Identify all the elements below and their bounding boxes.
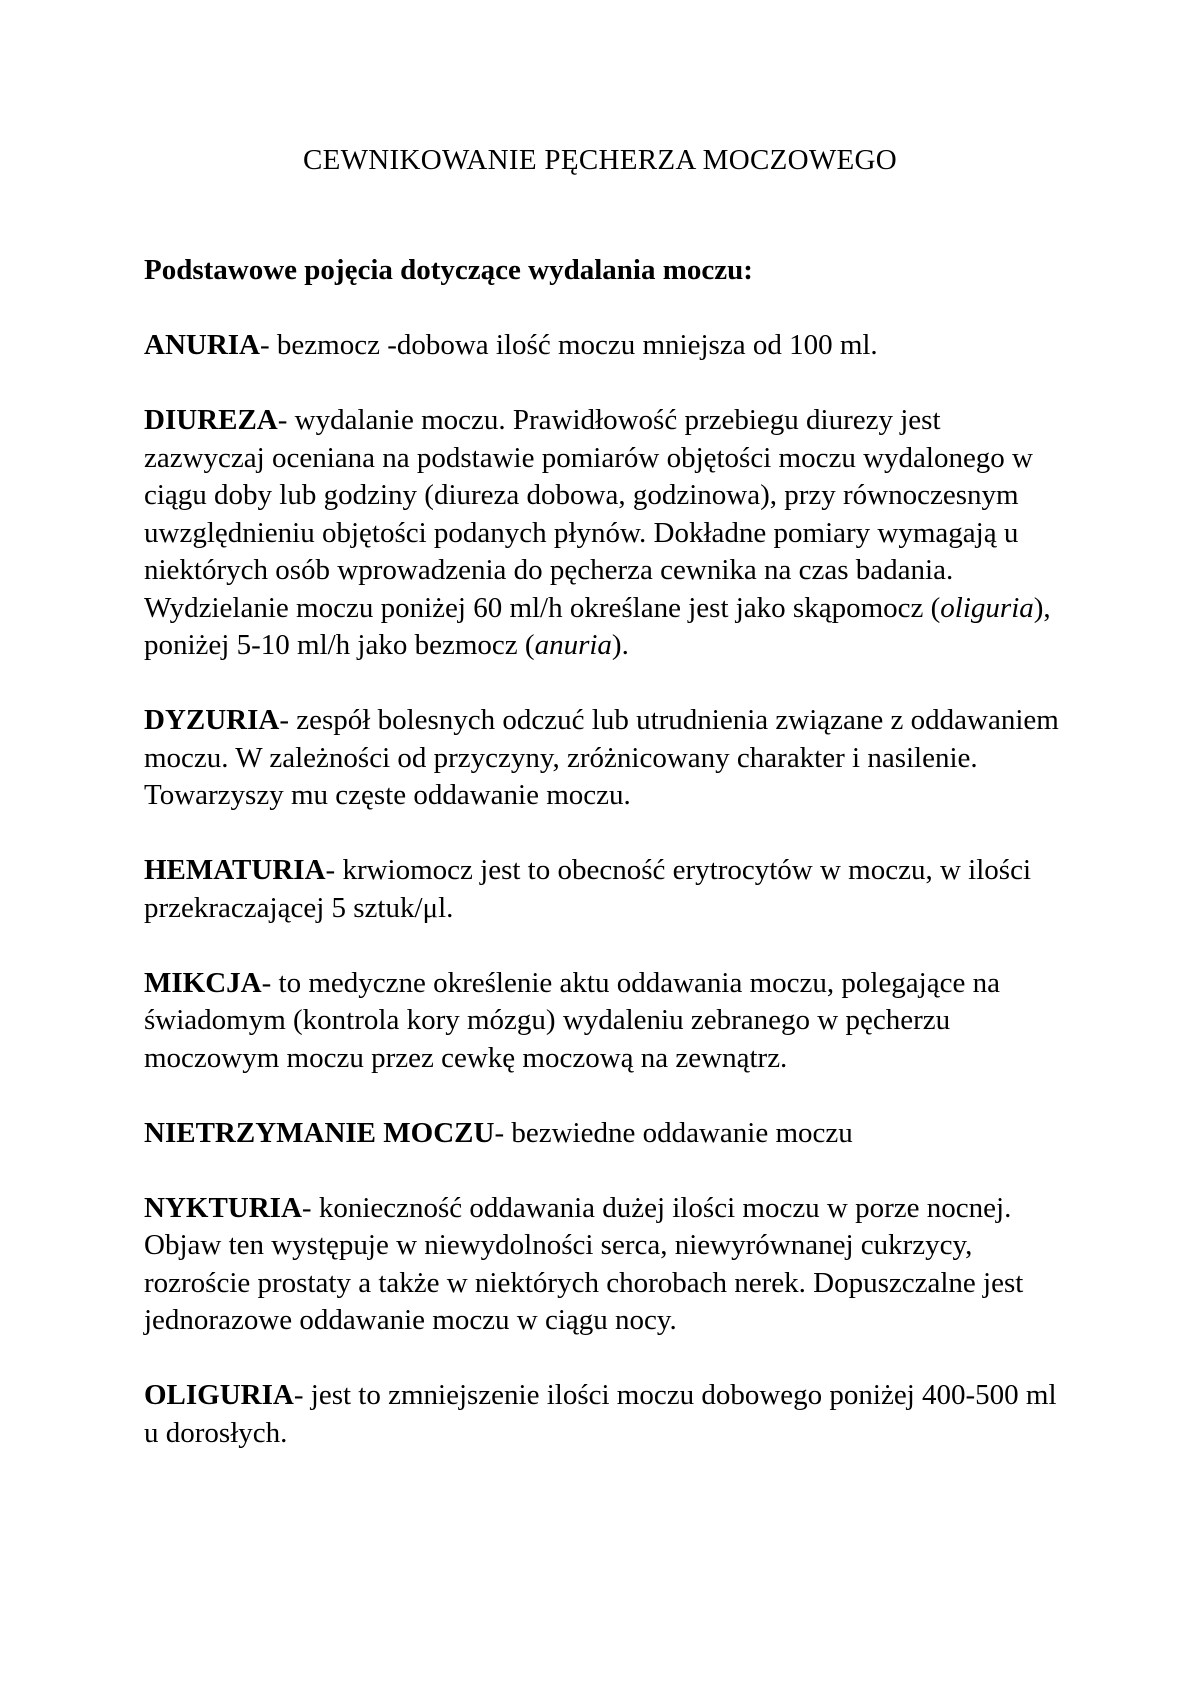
definition-diureza: [144, 402, 1064, 665]
definition-oliguria: [144, 1377, 1064, 1452]
term-oliguria: OLIGURIA: [144, 1379, 294, 1411]
definition-mikcja: [144, 965, 1064, 1078]
section-subtitle: Podstawowe pojęcia dotyczące wydalania moczu:: [144, 254, 753, 286]
definition-text: - bezmocz -dobowa ilość moczu mniejsza od 100 ml.: [260, 329, 878, 361]
definition-hematuria: [144, 852, 1064, 927]
term-anuria: ANURIA: [144, 329, 260, 361]
document-body: [144, 252, 1064, 1490]
document-title: CEWNIKOWANIE PĘCHERZA MOCZOWEGO: [302, 144, 898, 176]
term-hematuria: HEMATURIA: [144, 854, 326, 886]
definition-nietrzymanie-moczu: [144, 1115, 1064, 1153]
definition-text: ).: [611, 629, 629, 661]
italic-term: anuria: [534, 629, 612, 661]
definition-text: - bezwiedne oddawanie moczu: [494, 1116, 853, 1149]
definition-text: - zespół bolesnych odczuć lub utrudnienia związane z oddawaniem moczu. W zależności od przyczyny, zróżnicowany charakter i nasilenie. Towarzyszy mu częste oddawanie moczu.: [144, 704, 1059, 811]
definition-nykturia: [144, 1190, 1064, 1340]
term-mikcja: MIKCJA: [144, 966, 262, 999]
term-nykturia: NYKTURIA: [144, 1191, 302, 1224]
definition-dyzuria: [144, 702, 1064, 815]
definition-text: - wydalanie moczu. Prawidłowość przebiegu diurezy jest zazwyczaj oceniana na podstawie pomiarów objętości moczu wydalonego w ciągu doby lub godziny (diureza dobowa, godzinowa), przy równoczesnym uwzględnieniu objętości podanych płynów. Dokładne pomiary wymagają u niektórych osób wprowadzenia do pęcherza cewnika na czas badania. Wydzielanie moczu poniżej 60 ml/h określane jest jako skąpomocz (: [144, 404, 1034, 624]
term-dyzuria: DYZURIA: [144, 704, 280, 736]
italic-term: oliguria: [940, 591, 1034, 624]
definition-text: - to medyczne określenie aktu oddawania moczu, polegające na świadomym (kontrola kory mózgu) wydaleniu zebranego w pęcherzu moczowym moczu przez cewkę moczową na zewnątrz.: [144, 966, 1000, 1074]
definition-text: - krwiomocz jest to obecność erytrocytów w moczu, w ilości przekraczającej 5 sztuk/μl.: [144, 854, 1032, 924]
term-nietrzymanie-moczu: NIETRZYMANIE MOCZU: [144, 1116, 495, 1149]
definition-text: ), poniżej 5-10 ml/h jako bezmocz (: [144, 591, 1051, 661]
definition-text: - konieczność oddawania dużej ilości moczu w porze nocnej. Objaw ten występuje w niewydolności serca, niewyrównanej cukrzycy, rozroście prostaty a także w niektórych chorobach nerek. Dopuszczalne jest jednorazowe oddawanie moczu w ciągu nocy.: [144, 1191, 1024, 1336]
definition-text: - jest to zmniejszenie ilości moczu dobowego poniżej 400-500 ml u dorosłych.: [144, 1379, 1057, 1449]
term-diureza: DIUREZA: [144, 404, 278, 436]
definition-anuria: [144, 327, 1064, 365]
